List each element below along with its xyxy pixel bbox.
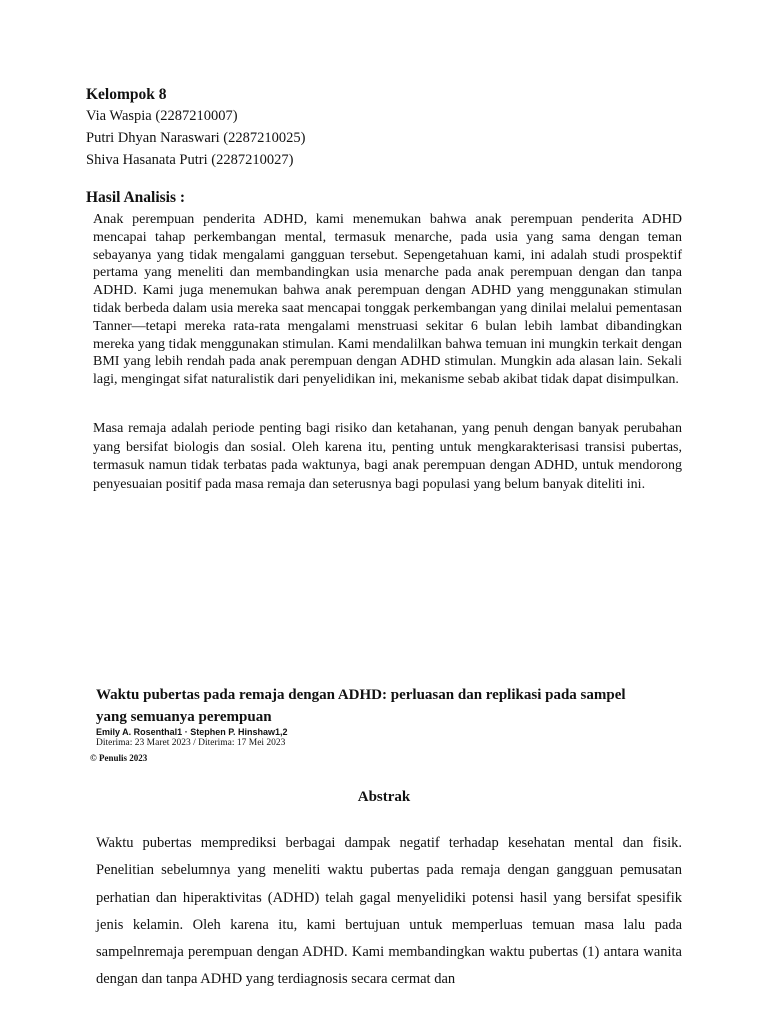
article-authors: Emily A. Rosenthal1 · Stephen P. Hinshaw1,2 (96, 727, 288, 737)
analysis-paragraph-1: Anak perempuan penderita ADHD, kami menemukan bahwa anak perempuan penderita ADHD mencapai tahap perkembangan mental, termasuk menarche, pada usia yang sama dengan teman sebayanya yang tidak mengalami gangguan tersebut. Sepengetahuan kami, ini adalah studi prospektif pertama yang meneliti dan membandingkan usia menarche pada anak perempuan dengan dan tanpa ADHD. Kami juga menemukan bahwa anak perempuan dengan ADHD yang menggunakan stimulan tidak berbeda dalam usia mereka saat mencapai tonggak perkembangan yang dinilai melalui pementasan Tanner—tetapi mereka rata-rata mengalami menstruasi sekitar 6 bulan lebih lambat dibandingkan mereka yang tidak menggunakan stimulan. Kami mendalilkan bahwa temuan ini mungkin terkait dengan BMI yang lebih rendah pada anak perempuan dengan ADHD stimulan. Mungkin ada alasan lain. Sekali lagi, mengingat sifat naturalistik dari penyelidikan ini, mekanisme sebab akibat tidak dapat disimpulkan. (93, 212, 682, 388)
abstract-heading: Abstrak (357, 789, 411, 805)
member-3: Shiva Hasanata Putri (2287210027) (86, 152, 294, 168)
group-heading: Kelompok 8 (86, 86, 167, 103)
article-dates: Diterima: 23 Maret 2023 / Diterima: 17 Mei 2023 (96, 738, 286, 748)
member-2: Putri Dhyan Naraswari (2287210025) (86, 130, 306, 146)
analysis-heading: Hasil Analisis : (86, 189, 186, 206)
article-title: Waktu pubertas pada remaja dengan ADHD: perluasan dan replikasi pada sampel yang semuanya perempuan (96, 687, 626, 725)
abstract-body: Waktu pubertas memprediksi berbagai dampak negatif terhadap kesehatan mental dan fisik. Penelitian sebelumnya yang meneliti waktu pubertas pada remaja dengan gangguan pemusatan perhatian dan hiperaktivitas (ADHD) telah gagal menyelidiki potensi hasil yang bersifat spesifik jenis kelamin. Oleh karena itu, kami bertujuan untuk memperluas temuan masa lalu pada sampelnremaja perempuan dengan ADHD. Kami membandingkan waktu pubertas (1) antara wanita dengan dan tanpa ADHD yang terdiagnosis secara cermat dan (96, 835, 682, 988)
article-copyright: © Penulis 2023 (90, 753, 148, 763)
member-1: Via Waspia (2287210007) (86, 108, 238, 124)
analysis-paragraph-2: Masa remaja adalah periode penting bagi risiko dan ketahanan, yang penuh dengan banyak perubahan yang bersifat biologis dan sosial. Oleh karena itu, penting untuk mengkarakterisasi transisi pubertas, termasuk namun tidak terbatas pada waktunya, bagi anak perempuan dengan ADHD, untuk mendorong penyesuaian positif pada masa remaja dan seterusnya bagi populasi yang belum banyak diteliti ini. (93, 421, 682, 492)
